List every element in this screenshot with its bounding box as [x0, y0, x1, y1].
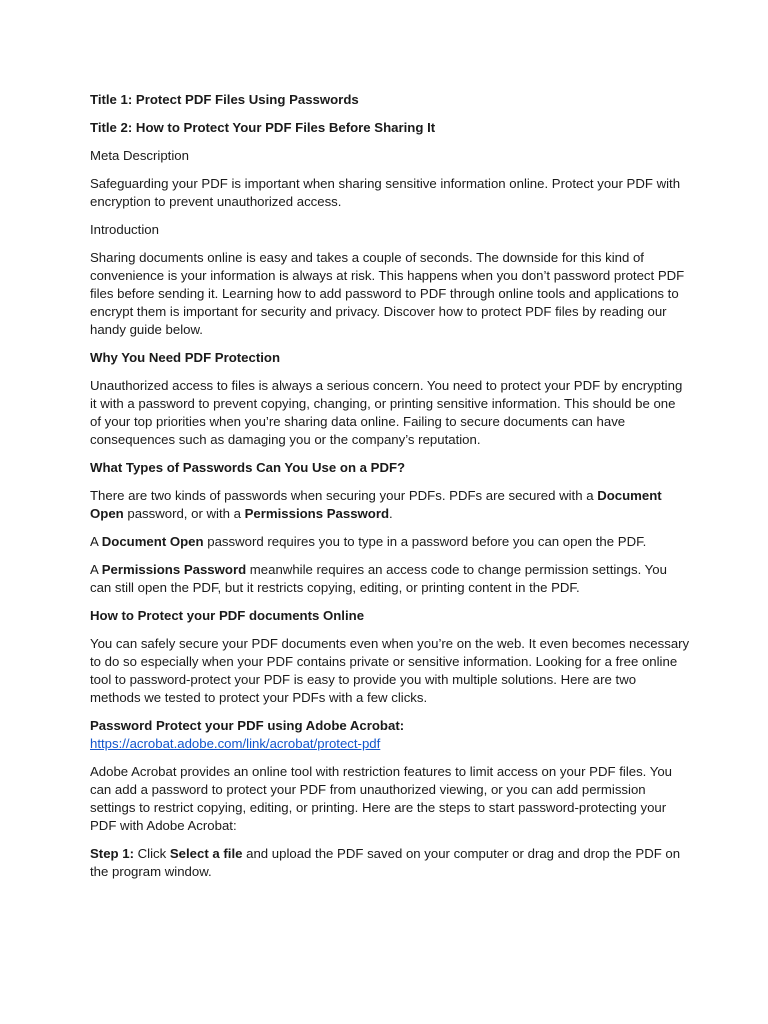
why-protection-text: Unauthorized access to files is always a serious concern. You need to protect your PDF by encrypting it with a password to prevent copying, changing, or printing sensitive information. This should be one of your top priorities when you’re sharing data online. Failing to secure documents can have consequences such as damaging you or the company’s reputation.: [90, 378, 683, 447]
password-types-paragraph-2: [90, 533, 690, 551]
password-types-heading: What Types of Passwords Can You Use on a PDF?: [90, 460, 406, 475]
text-run: Click: [133, 846, 170, 861]
introduction-text: Sharing documents online is easy and takes a couple of seconds. The downside for this kind of convenience is your information is always at risk. This happens when you don’t password protect PDF files before sending it. Learning how to add password to PDF through online tools and applications to encrypt them is important for security and privacy. Discover how to protect PDF files by reading our handy guide below.: [90, 250, 685, 337]
text-run: password requires you to type in a password before you can open the PDF.: [203, 534, 647, 549]
permissions-password-term: Permissions Password: [101, 562, 247, 577]
why-protection-heading: Why You Need PDF Protection: [90, 350, 281, 365]
text-run: .: [389, 506, 393, 521]
adobe-protect-link[interactable]: https://acrobat.adobe.com/link/acrobat/protect-pdf: [90, 736, 381, 751]
protect-online-text: You can safely secure your PDF documents even when you’re on the web. It even becomes necessary to do so especially when your PDF contains private or sensitive information. Looking for a free online tool to password-protect your PDF is easy to provide you with multiple solutions. Here are two methods we tested to protect your PDFs with a few clicks.: [90, 636, 690, 705]
text-run: There are two kinds of passwords when securing your PDFs. PDFs are secured with a: [90, 488, 598, 503]
meta-description-text: Safeguarding your PDF is important when sharing sensitive information online. Protect your PDF with encryption to prevent unauthorized access.: [90, 176, 681, 209]
text-run: password, or with a: [123, 506, 245, 521]
step-1-text: [90, 845, 690, 881]
password-types-paragraph-3: [90, 561, 690, 597]
title-2: Title 2: How to Protect Your PDF Files Before Sharing It: [90, 120, 436, 135]
text-run: meanwhile requires an access code to change permission settings. You can still open the PDF, but it restricts copying, editing, or printing content in the PDF.: [90, 562, 667, 595]
text-run: and upload the PDF saved on your computer or drag and drop the PDF on the program window.: [90, 846, 681, 879]
protect-online-heading: How to Protect your PDF documents Online: [90, 608, 365, 623]
document-open-term: Document Open: [101, 534, 204, 549]
select-a-file-term: Select a file: [169, 846, 243, 861]
adobe-description-text: Adobe Acrobat provides an online tool with restriction features to limit access on your PDF files. You can add a password to protect your PDF from unauthorized viewing, or you can add permission settings to restrict copying, editing, or printing. Here are the steps to start password-protecting your PDF with Adobe Acrobat:: [90, 764, 673, 833]
password-types-paragraph-1: [90, 487, 690, 523]
text-run: A: [90, 562, 102, 577]
title-1: Title 1: Protect PDF Files Using Passwords: [90, 92, 359, 107]
document-open-term: Document Open: [90, 488, 662, 521]
text-run: A: [90, 534, 102, 549]
adobe-heading: Password Protect your PDF using Adobe Acrobat:: [90, 718, 405, 733]
meta-description-label: Meta Description: [90, 148, 189, 163]
adobe-section: [90, 717, 690, 753]
document-page: [90, 91, 690, 891]
permissions-password-term: Permissions Password: [244, 506, 390, 521]
step-1-label: Step 1:: [90, 846, 134, 861]
introduction-label: Introduction: [90, 222, 159, 237]
